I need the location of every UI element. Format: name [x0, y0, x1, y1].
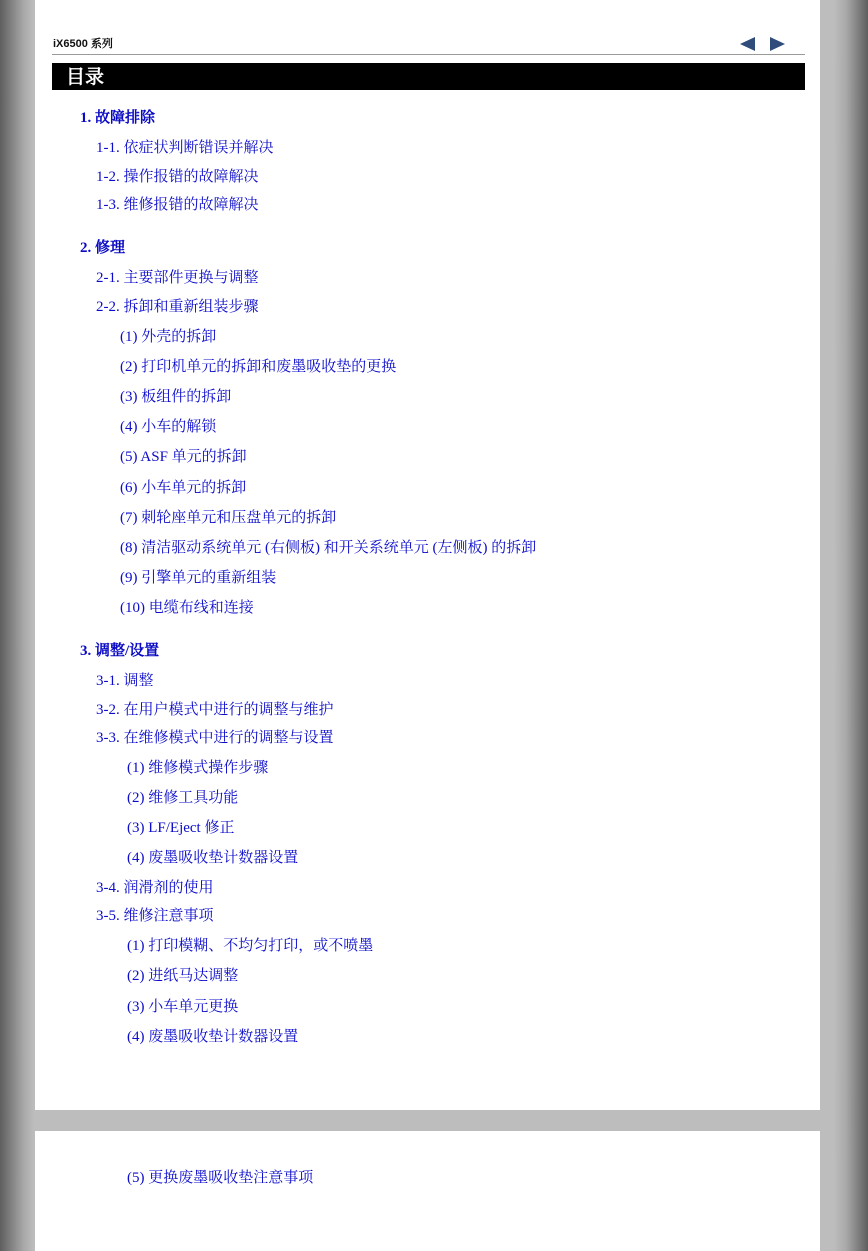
- toc-section-adjustment[interactable]: 3. 调整/设置: [80, 643, 160, 659]
- toc-link[interactable]: 3-2. 在用户模式中进行的调整与维护: [96, 702, 334, 718]
- toc-link[interactable]: 1-1. 依症状判断错误并解决: [96, 140, 274, 156]
- toc-sublink[interactable]: (3) LF/Eject 修正: [127, 820, 235, 836]
- toc-sublink[interactable]: (2) 打印机单元的拆卸和废墨吸收垫的更换: [120, 359, 397, 375]
- page-title: 目录: [66, 66, 105, 88]
- toc-sublink[interactable]: (9) 引擎单元的重新组装: [120, 570, 277, 586]
- toc-sublink[interactable]: (4) 废墨吸收垫计数器设置: [127, 850, 299, 866]
- toc-link[interactable]: 1-3. 维修报错的故障解决: [96, 197, 259, 213]
- header-model-name: iX6500 系列: [53, 38, 113, 50]
- toc-sublink[interactable]: (5) 更换废墨吸收垫注意事项: [127, 1170, 314, 1186]
- toc-link[interactable]: 2-1. 主要部件更换与调整: [96, 270, 259, 286]
- toc-sublink[interactable]: (10) 电缆布线和连接: [120, 600, 254, 616]
- toc-sublink[interactable]: (6) 小车单元的拆卸: [120, 480, 247, 496]
- toc-link[interactable]: 3-1. 调整: [96, 673, 154, 689]
- toc-link[interactable]: 2-2. 拆卸和重新组装步骤: [96, 299, 259, 315]
- document-page-1: [35, 0, 820, 1110]
- title-bar: [52, 63, 805, 90]
- next-page-arrow-icon[interactable]: [770, 37, 785, 51]
- document-page-2: [35, 1131, 820, 1251]
- toc-sublink[interactable]: (1) 打印模糊、不均匀打印，或不喷墨: [127, 938, 374, 954]
- toc-link[interactable]: 3-5. 维修注意事项: [96, 908, 214, 924]
- toc-sublink[interactable]: (3) 板组件的拆卸: [120, 389, 232, 405]
- previous-page-arrow-icon[interactable]: [740, 37, 755, 51]
- toc-sublink[interactable]: (5) ASF 单元的拆卸: [120, 449, 247, 465]
- header-divider: [52, 54, 805, 55]
- toc-link[interactable]: 3-3. 在维修模式中进行的调整与设置: [96, 730, 334, 746]
- toc-sublink[interactable]: (1) 外壳的拆卸: [120, 329, 217, 345]
- toc-sublink[interactable]: (1) 维修模式操作步骤: [127, 760, 269, 776]
- toc-sublink[interactable]: (2) 维修工具功能: [127, 790, 239, 806]
- toc-sublink[interactable]: (3) 小车单元更换: [127, 999, 239, 1015]
- toc-sublink[interactable]: (4) 废墨吸收垫计数器设置: [127, 1029, 299, 1045]
- toc-sublink[interactable]: (7) 刺轮座单元和压盘单元的拆卸: [120, 510, 337, 526]
- toc-section-troubleshooting[interactable]: 1. 故障排除: [80, 110, 156, 126]
- toc-sublink[interactable]: (2) 进纸马达调整: [127, 968, 239, 984]
- toc-link[interactable]: 1-2. 操作报错的故障解决: [96, 169, 259, 185]
- toc-sublink[interactable]: (4) 小车的解锁: [120, 419, 217, 435]
- toc-section-repair[interactable]: 2. 修理: [80, 240, 126, 256]
- toc-link[interactable]: 3-4. 润滑剂的使用: [96, 880, 214, 896]
- toc-sublink[interactable]: (8) 清洁驱动系统单元 (右侧板) 和开关系统单元 (左侧板) 的拆卸: [120, 540, 537, 556]
